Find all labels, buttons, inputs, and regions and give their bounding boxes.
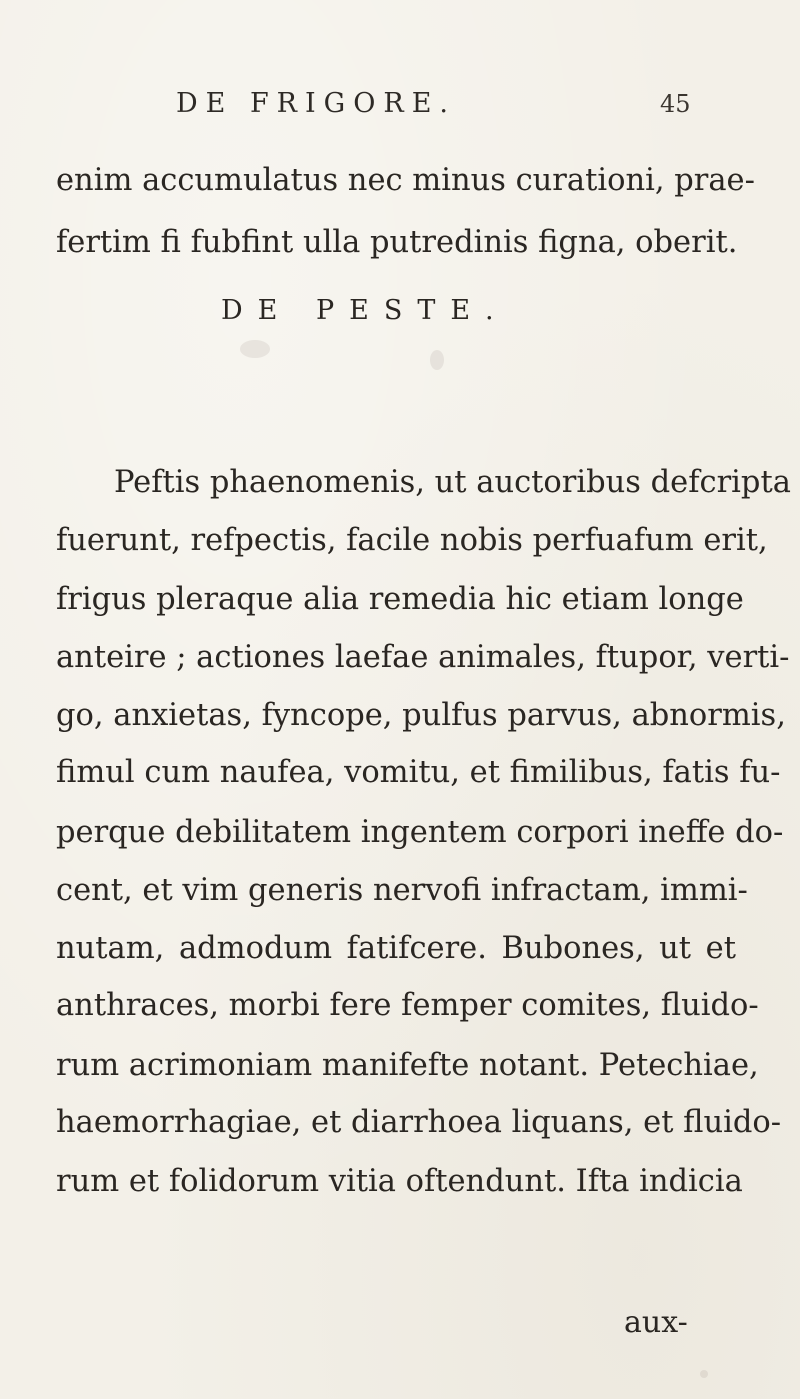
text-line: anthraces, morbi fere femper comites, fluido- — [56, 988, 759, 1023]
text-line: perque debilitatem ingentem corpori ineffe do- — [56, 815, 784, 850]
running-head: DE FRIGORE. — [176, 88, 456, 119]
catchword: aux- — [624, 1305, 688, 1340]
text-line: enim accumulatus nec minus curationi, prae- — [56, 163, 755, 198]
paper-stain — [240, 340, 270, 358]
paper-stain — [700, 1370, 708, 1378]
text-line: anteire ; actiones laefae animales, ftupor, verti- — [56, 640, 790, 675]
text-line: go, anxietas, fyncope, pulfus parvus, abnormis, — [56, 698, 786, 733]
text-line: fuerunt, refpectis, facile nobis perfuafum erit, — [56, 523, 768, 558]
paper-stain — [430, 350, 444, 370]
text-line: nutam, admodum fatifcere. Bubones, ut et — [56, 931, 736, 966]
text-line: rum acrimoniam manifefte notant. Petechiae, — [56, 1048, 759, 1083]
text-line: fimul cum naufea, vomitu, et fimilibus, fatis fu- — [56, 755, 781, 790]
text-line: rum et folidorum vitia oftendunt. Ifta indicia — [56, 1164, 743, 1199]
section-title: DE PESTE. — [221, 295, 509, 326]
text-line: cent, et vim generis nervofi infractam, immi- — [56, 873, 748, 908]
text-line: haemorrhagiae, et diarrhoea liquans, et fluido- — [56, 1105, 782, 1140]
text-line: fertim fi fubfint ulla putredinis figna, oberit. — [56, 225, 738, 260]
page-number: 45 — [660, 90, 691, 118]
text-line: frigus pleraque alia remedia hic etiam longe — [56, 582, 744, 617]
text-line: Peftis phaenomenis, ut auctoribus defcripta — [114, 465, 791, 500]
